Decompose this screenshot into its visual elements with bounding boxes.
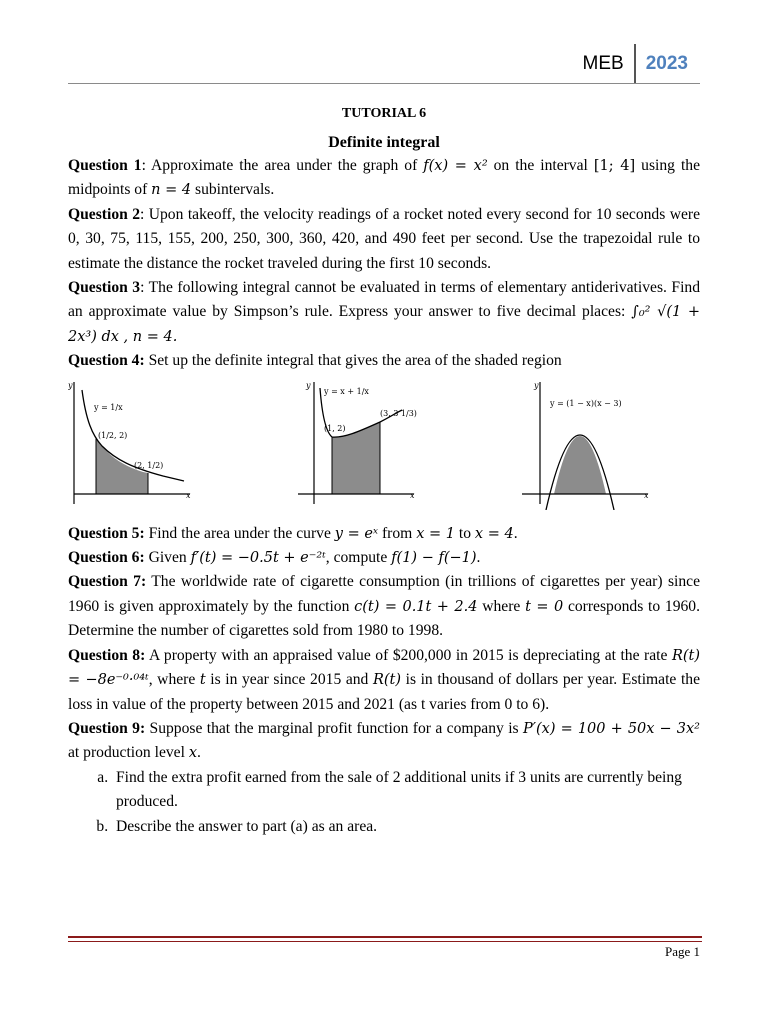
page-header bbox=[583, 44, 688, 84]
list-item: b. Describe the answer to part (a) as an area. bbox=[112, 815, 700, 839]
question-label: Question 9: bbox=[68, 719, 146, 737]
point-label: (2, 1/2) bbox=[134, 460, 164, 470]
math-expression: f(1) − f(−1) bbox=[391, 550, 477, 567]
curve-equation: y = 1/x bbox=[94, 402, 123, 412]
shaded-region bbox=[554, 436, 606, 494]
point-label: (1/2, 2) bbox=[98, 430, 128, 440]
question-label: Question 5: bbox=[68, 524, 145, 542]
graph-3 bbox=[520, 380, 660, 510]
question-text: at production level bbox=[68, 744, 189, 762]
question-text: . bbox=[197, 744, 201, 762]
footer-rule bbox=[68, 941, 702, 942]
math-expression: P′(x) = 100 + 50x − 3x² bbox=[522, 720, 700, 737]
question-label: Question 6: bbox=[68, 549, 145, 567]
footer-rule bbox=[68, 936, 702, 938]
question-label: Question 4: bbox=[68, 352, 145, 370]
question-label: Question 8: bbox=[68, 646, 146, 664]
question-5 bbox=[68, 522, 700, 546]
math-expression: R(t) = −8e⁻⁰·⁰⁴ᵗ bbox=[68, 647, 700, 689]
section-title: Definite integral bbox=[328, 134, 440, 151]
math-expression: y = eˣ bbox=[334, 525, 379, 542]
question-text: corresponds to 1960. Determine the number of cigarettes sold from 1980 to 1998. bbox=[68, 597, 701, 640]
math-expression: R(t) bbox=[372, 672, 402, 689]
question-text: from bbox=[378, 524, 417, 542]
question-text: is in thousand of dollars per year. Estimate the loss in value of the property between 2015 and 2021 (as t varies from 0 to 6). bbox=[68, 671, 700, 713]
question-8 bbox=[68, 644, 700, 717]
point-label: (1, 2) bbox=[324, 423, 346, 433]
graphs-row bbox=[68, 380, 700, 518]
question-1 bbox=[68, 154, 700, 203]
question-label: Question 3 bbox=[68, 279, 141, 297]
question-3 bbox=[68, 276, 700, 349]
header-year: 2023 bbox=[645, 53, 688, 74]
header-name: MEB bbox=[582, 53, 624, 74]
question-text: Suppose that the marginal profit function for a company is bbox=[145, 719, 523, 737]
math-expression: c(t) = 0.1t + 2.4 bbox=[354, 598, 478, 615]
math-expression: x = 4 bbox=[474, 525, 514, 542]
y-axis-label: y bbox=[306, 380, 311, 390]
tutorial-title: TUTORIAL 6 bbox=[341, 106, 427, 121]
header-rule bbox=[68, 83, 700, 84]
question-text: to bbox=[454, 524, 475, 542]
question-label: Question 2 bbox=[68, 205, 140, 223]
question-text: Set up the definite integral that gives the area of the shaded region bbox=[144, 352, 562, 370]
question-text: Find the area under the curve bbox=[144, 524, 335, 542]
question-text: is in year since 2015 and bbox=[205, 671, 373, 689]
math-expression: t bbox=[199, 672, 206, 689]
math-expression: f′(t) = −0.5t + e⁻²ᵗ bbox=[190, 550, 326, 567]
curve-equation: y = x + 1/x bbox=[324, 386, 369, 396]
question-text: , where bbox=[148, 671, 200, 689]
question-9 bbox=[68, 717, 700, 766]
question-text: , compute bbox=[325, 549, 392, 567]
question-text: The worldwide rate of cigarette consumption (in trillions of cigarettes per year) since 1960 is given approximately by the function bbox=[68, 573, 700, 615]
y-axis-label: y bbox=[68, 380, 73, 390]
question-text: : The following integral cannot be evaluated in terms of elementary antiderivatives. Find an approximate value by Simpson’s rule. Express your answer to five decimal places: bbox=[68, 279, 701, 321]
graph-1 bbox=[68, 380, 203, 510]
curve-equation: y = (1 − x)(x − 3) bbox=[550, 398, 622, 408]
math-expression: t = 0 bbox=[525, 598, 564, 615]
question-label: Question 7: bbox=[68, 573, 147, 591]
math-expression: x bbox=[188, 745, 198, 762]
question-4 bbox=[68, 349, 700, 373]
question-text: . bbox=[513, 524, 518, 542]
question-text: : Approximate the area under the graph of bbox=[141, 157, 424, 174]
graph-2 bbox=[296, 380, 426, 510]
x-axis-label: x bbox=[410, 490, 415, 500]
x-axis-label: x bbox=[186, 490, 191, 500]
question-text: on the interval bbox=[487, 157, 594, 174]
math-expression: n = 4 bbox=[151, 182, 192, 199]
question-text: Given bbox=[144, 549, 191, 567]
y-axis-label: y bbox=[534, 380, 539, 390]
math-expression: [1; 4] bbox=[593, 158, 636, 174]
question-7 bbox=[68, 570, 700, 643]
question-text: subintervals. bbox=[191, 181, 275, 199]
math-expression: ∫₀² √(1 + 2x³) dx , n = 4. bbox=[68, 304, 700, 345]
page-number: Page 1 bbox=[664, 944, 700, 959]
question-text: where bbox=[477, 597, 526, 615]
question-6 bbox=[68, 546, 700, 570]
question-label: Question 1 bbox=[68, 157, 142, 174]
document-body bbox=[68, 100, 700, 839]
question-text: A property with an appraised value of $200,000 in 2015 is depreciating at the rate bbox=[145, 646, 672, 664]
question-text: . bbox=[476, 549, 481, 567]
point-label: (3, 3 1/3) bbox=[380, 408, 417, 418]
question-9-parts bbox=[68, 766, 700, 839]
list-item: a. Find the extra profit earned from the sale of 2 additional units if 3 units are currently being produced. bbox=[112, 766, 700, 815]
math-expression: f(x) = x² bbox=[423, 158, 488, 174]
question-text: using the midpoints of bbox=[68, 157, 700, 199]
math-expression: x = 1 bbox=[416, 525, 455, 542]
question-text: : Upon takeoff, the velocity readings of a rocket noted every second for 10 seconds were 0, 30, 75, 115, 155, 200, 250, 300, 360, 420, and 490 feet per second. Use the trapezoidal rule to estimate the distance the rocket traveled during the first 10 seconds. bbox=[68, 205, 700, 272]
question-2 bbox=[68, 203, 700, 276]
x-axis-label: x bbox=[644, 490, 649, 500]
